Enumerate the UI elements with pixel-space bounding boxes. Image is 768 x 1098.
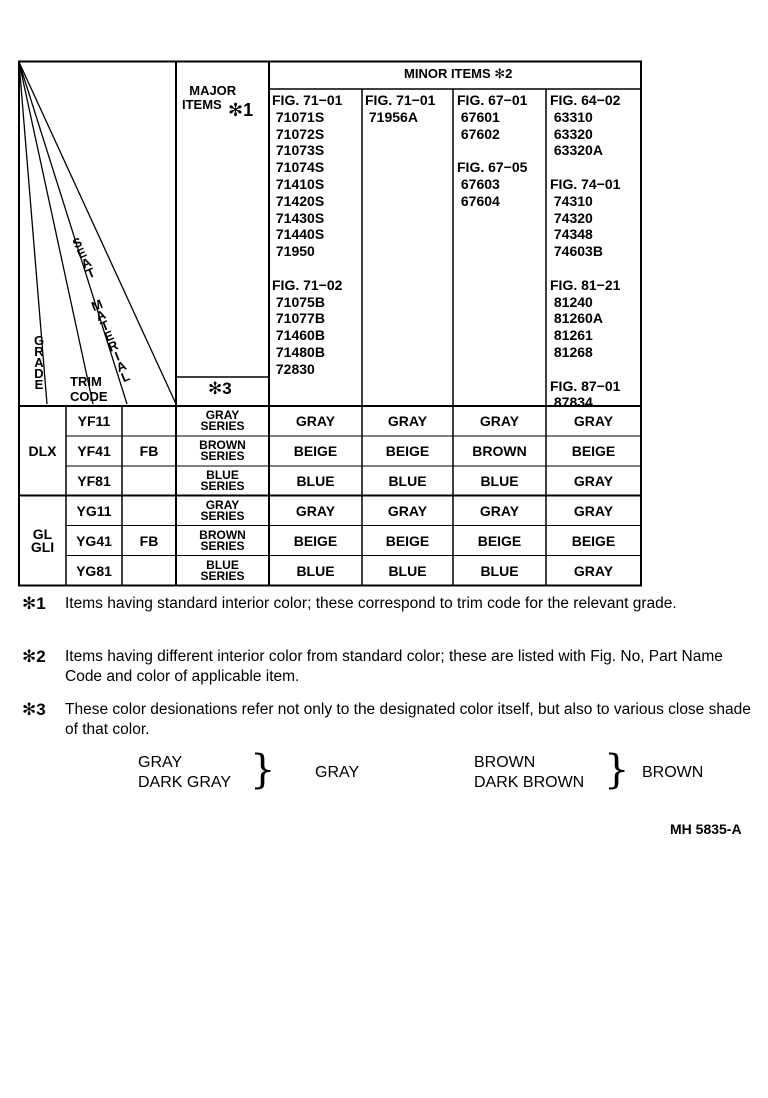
trim-code-label: TRIM CODE [70,374,108,404]
minor-column-2: FIG. 71−01 71956A [365,92,436,125]
color-cell: BLUE [388,563,427,579]
material-label: MATERIAL [89,296,132,386]
color-cell: BEIGE [293,533,338,549]
color-cell: BEIGE [477,533,522,549]
trim-code-cell: YF81 [77,473,111,489]
trim-code-cell: YG81 [76,563,112,579]
minor-column-3: FIG. 67−01 67601 67602 FIG. 67−05 67603 67604 [457,92,528,209]
note-mark: ✻1 [22,594,46,613]
brace-icon: } [250,747,276,793]
major-items-label: MAJOR ITEMS [182,83,237,112]
color-cell: GRAY [573,473,614,489]
color-cell: BLUE [296,563,335,579]
seat-label: SEAT [70,234,98,282]
trim-code-cell: YF11 [77,413,111,429]
color-cell: BEIGE [571,443,616,459]
figure-code: MH 5835-A [670,821,742,837]
color-cell: BROWN [472,443,527,459]
note-text: Items having standard interior color; these correspond to trim code for the relevant grade. [65,595,677,612]
grade-label: GRADE [34,333,45,392]
note-2 [22,647,758,689]
grade-cell: DLX [28,443,57,459]
color-cell: GRAY [479,503,520,519]
shade-names-gray: GRAY DARK GRAY [138,754,232,791]
minor-items-header: MINOR ITEMS ✻2 [404,66,513,81]
shade-result-gray: GRAY [315,764,360,781]
color-cell: GRAY [295,503,336,519]
color-cell: BEIGE [571,533,616,549]
color-cell: BLUE [388,473,427,489]
seat-material-cell: FB [139,443,159,459]
color-cell: GRAY [573,503,614,519]
minor-column-4: FIG. 64−02 63310 63320 63320A FIG. 74−01 74310 74320 74348 74603B FIG. 81−21 81240 81260A 81261 81268 FIG. 87−01 87834 [550,92,621,411]
color-cell: BLUE [480,563,519,579]
series-cell: GRAY SERIES [200,498,245,523]
grade-cell: GL GLI [30,526,55,555]
color-cell: GRAY [479,413,520,429]
series-cell: BLUE SERIES [200,558,245,583]
series-cell: GRAY SERIES [200,408,245,433]
series-cell: BLUE SERIES [200,468,245,493]
series-cell: BROWN SERIES [199,438,246,463]
color-cell: BEIGE [293,443,338,459]
minor-column-1: FIG. 71−01 71071S 71072S 71073S 71074S 71410S 71420S 71430S 71440S 71950 FIG. 71−02 71075B 71077B 71460B 71480B 72830 [272,92,343,377]
note-1 [22,594,758,636]
trim-code-cell: YF41 [77,443,111,459]
series-cell: BROWN SERIES [199,528,246,553]
note-text: Items having different interior color from standard color; these are listed with Fig. No, Part Name Code and color of applicable item. [65,648,723,685]
note-text: These color desionations refer not only to the designated color itself, but also to various close shade of that color. [65,701,751,738]
trim-code-cell: YG11 [76,503,112,519]
shade-result-brown: BROWN [642,764,704,781]
brace-icon: } [604,747,630,793]
color-cell: BEIGE [385,533,430,549]
note-3 [22,700,758,742]
color-cell: GRAY [573,413,614,429]
color-cell: GRAY [387,503,428,519]
shade-names-brown: BROWN DARK BROWN [474,754,585,791]
color-cell: BLUE [296,473,335,489]
note-mark: ✻2 [22,647,46,666]
color-cell: GRAY [573,563,614,579]
series-mark: ✻3 [208,379,232,398]
color-cell: BLUE [480,473,519,489]
seat-material-cell: FB [139,533,159,549]
major-items-mark: ✻1 [228,100,254,120]
color-cell: GRAY [295,413,336,429]
note-mark: ✻3 [22,700,46,719]
color-cell: BEIGE [385,443,430,459]
trim-code-cell: YG41 [76,533,112,549]
color-cell: GRAY [387,413,428,429]
